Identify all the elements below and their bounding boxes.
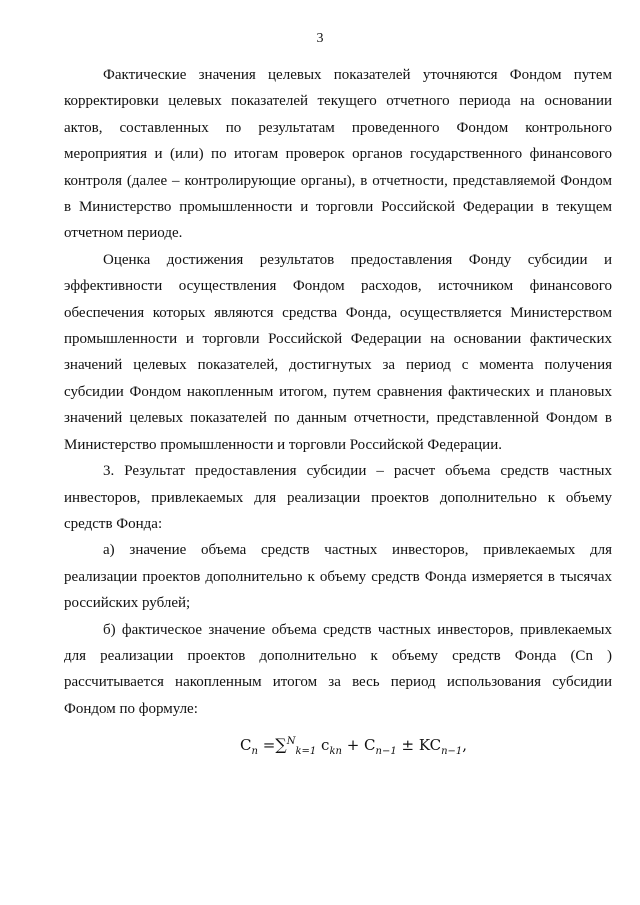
- paragraph-item-a: а) значение объема средств частных инвесторов, привлекаемых для реализации проектов дополнительно к объему средств Фонда измеряется в тысячах российских рублей;: [64, 542, 612, 612]
- formula-pm: ± KC: [396, 736, 442, 754]
- formula-term3-sub: n−1: [441, 746, 463, 757]
- page-number: 3: [316, 31, 324, 46]
- paragraph-item-b: б) фактическое значение объема средств частных инвесторов, привлекаемых для реализации проектов дополнительно к объему средств Фонда (Cn ) рассчитывается накопленным итогом за весь период использования субсидии Фондом по формуле:: [64, 621, 612, 717]
- formula-plus: + C: [341, 736, 376, 754]
- formula-eq: =: [257, 736, 276, 754]
- formula-lhs-sub: n: [251, 746, 258, 757]
- formula-sum-sign: ∑: [275, 735, 287, 754]
- document-body: [64, 62, 612, 722]
- formula-term2-sub: n−1: [375, 746, 397, 757]
- formula-term1: c: [316, 736, 330, 754]
- paragraph-item-3: 3. Результат предоставления субсидии – расчет объема средств частных инвесторов, привлекаемых для реализации проектов дополнительно к объему средств Фонда:: [64, 463, 612, 532]
- formula-lhs: C: [240, 736, 252, 754]
- paragraph-actual-values: Фактические значения целевых показателей уточняются Фондом путем корректировки целевых показателей текущего отчетного периода на основании актов, составленных по результатам проведенного Фондом контрольного мероприятия и (или) по итогам проверок органов государственного финансового контроля (далее – контролирующие органы), в отчетности, представляемой Фондом в Министерство промышленности и торговли Российской Федерации в текущем отчетном периоде.: [64, 67, 612, 242]
- formula-term1-sub: kn: [329, 746, 342, 757]
- formula-sum-upper: N: [286, 736, 296, 747]
- formula-end: ,: [462, 736, 468, 754]
- formula: [240, 735, 467, 757]
- formula-sum-lower: k=1: [295, 746, 317, 757]
- paragraph-assessment: Оценка достижения результатов предоставления Фонду субсидии и эффективности осуществления Фондом расходов, источником финансового обеспечения которых являются средства Фонда, осуществляется Министерством промышленности и торговли Российской Федерации на основании фактических значений целевых показателей, достигнутых за период с момента получения субсидии Фондом накопленным итогом, путем сравнения фактических и плановых значений целевых показателей по данным отчетности, представленной Фондом в Министерство промышленности и торговли Российской Федерации.: [64, 251, 612, 453]
